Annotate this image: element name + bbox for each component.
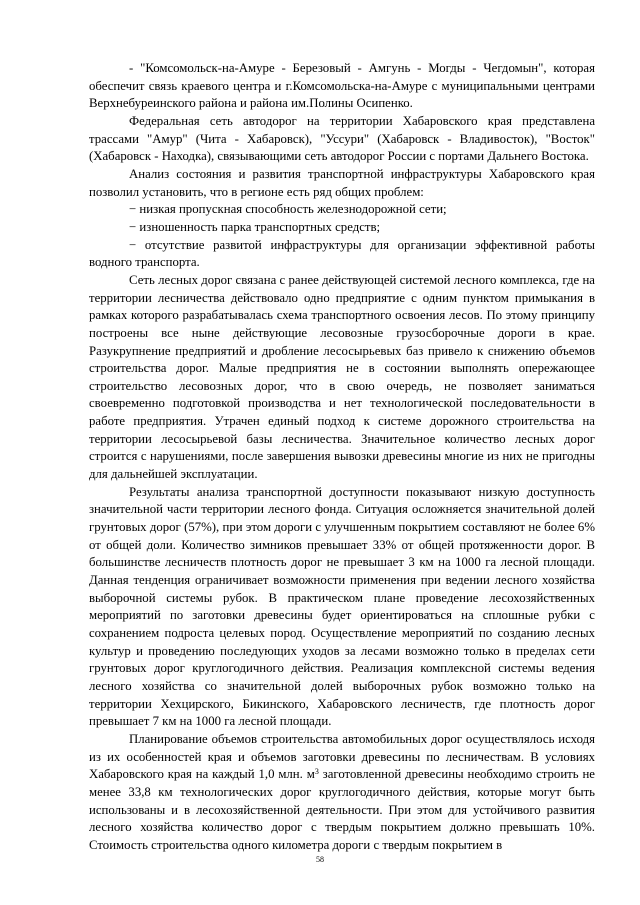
paragraph-road-planning-part1: Планирование объемов строительства автомобильных дорог осуществлялось исходя из их особенностей края и объемов заготовки древесины по лесничествам. В условиях Хабаровского края на каждый 1,0 млн. м <box>89 731 595 782</box>
paragraph-forest-roads: Сеть лесных дорог связана с ранее действующей системой лесного комплекса, где на территории лесничества действовало одно предприятие с одним пунктом примыкания в рамках которого разрабатывалась схема транспортного освоения лесов. По этому принципу построены все ныне действующие лесовозные грузосборочные дороги в крае. Разукрупнение предприятий и дробление лесосырьевых баз привело к снижению объемов строительства дорог. Малые предприятия не в состоянии выполнять опережающее строительство лесовозных дорог, что в свою очередь, не позволяет заниматься своевременно подготовкой производства и нет технологической последовательности в работе предприятия. Утрачен единый подход к системе дорожного строительства на территории лесосырьевой базы лесничества. Значительное количество лесных дорог строится с нарушениями, после завершения вывозки древесины многие из них не пригодны для дальнейшей эксплуатации. <box>89 272 595 482</box>
page-number: 58 <box>316 855 324 864</box>
paragraph-transport-access: Результаты анализа транспортной доступности показывают низкую доступность значительной части территории лесного фонда. Ситуация осложняется значительной долей грунтовых дорог (57%), при этом дороги с улучшенным покрытием составляют не более 6% от общей доли. Количество зимников превышает 33% от общей протяженности дорог. В большинстве лесничеств плотность дорог не превышает 3 км на 1000 га лесной площади. Данная тенденция ограничивает возможности применения при ведении лесного хозяйства выборочной системы рубок. В практическом плане проведение лесохозяйственных мероприятий по заготовки древесины будет ориентироваться на сплошные рубки с сохранением подроста целевых пород. Осуществление мероприятий по созданию лесных культур и проведению последующих уходов за лесами возможно только в пределах сети грунтовых дорог круглогодичного действия. Реализация комплексной системы ведения лесного хозяйства со значительной долей выборочных рубок возможно только на территории Хехцирского, Бикинского, Хабаровского лесничеств, где плотность дорог превышает 7 км на 1000 га лесной площади. <box>89 484 595 729</box>
problem-list-item: − низкая пропускная способность железнодорожной сети; <box>129 202 447 217</box>
paragraph-federal-roads: Федеральная сеть автодорог на территории Хабаровского края представлена трассами "Амур" (Чита - Хабаровск), "Уссури" (Хабаровск - Владивосток), "Восток" (Хабаровск - Находка), связывающими сеть автодорог России с портами Дальнего Востока. <box>89 113 595 164</box>
problem-list-item: − изношенность парка транспортных средств; <box>129 219 381 234</box>
paragraph-problems-intro: Анализ состояния и развития транспортной инфраструктуры Хабаровского края позволил установить, что в регионе есть ряд общих проблем: <box>89 166 595 199</box>
problem-list-item: − отсутствие развитой инфраструктуры для организации эффективной работы водного транспорта. <box>89 237 595 270</box>
paragraph-route-item: - "Комсомольск-на-Амуре - Березовый - Амгунь - Могды - Чегдомын", которая обеспечит связь краевого центра и г.Комсомольска-на-Амуре с муниципальными центрами Верхнебуреинского района и района им.Полины Осипенко. <box>89 61 595 111</box>
paragraph-road-planning-part2: заготовленной древесины необходимо строить не менее 33,8 км технологических дорог круглогодичного действия, которые могут быть использованы и в лесохозяйственной деятельности. При этом для устойчивого развития лесного хозяйства количество дорог с твердым покрытием должно превышать 10%. Стоимость строительства одного километра дороги с твердым покрытием в <box>89 767 595 852</box>
cubic-superscript: 3 <box>314 767 319 777</box>
paragraph-road-planning <box>89 731 595 855</box>
document-page <box>89 60 595 855</box>
